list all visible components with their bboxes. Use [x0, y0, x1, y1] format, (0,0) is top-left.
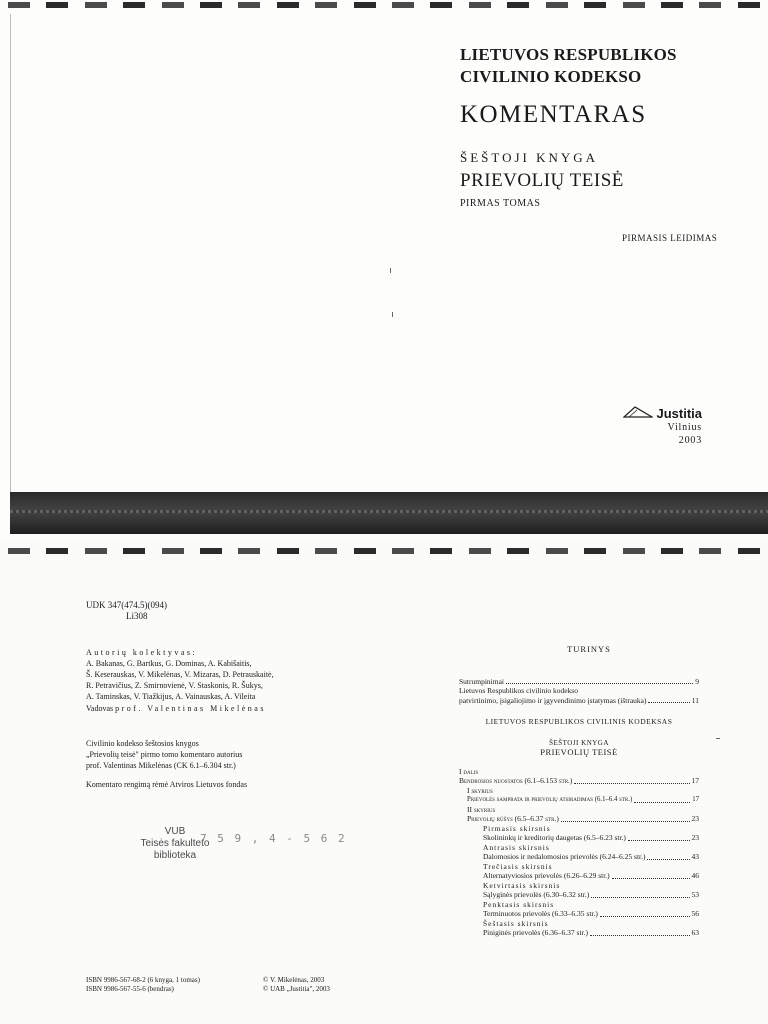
toc-entry: Bendrosios nuostatos (6.1–6.153 str.) 17: [459, 776, 699, 785]
toc-entry: Skolininkų ir kreditorių daugetas (6.5–6.23 str.) 23: [483, 833, 699, 842]
institution-line-2: CIVILINIO KODEKSO: [460, 67, 642, 86]
section-label: Trečiasis skirsnis: [483, 861, 553, 871]
publisher-block: [628, 406, 702, 447]
toc-entry: Piniginės prievolės (6.36–6.37 str.) 63: [483, 928, 699, 937]
main-title: KOMENTARAS: [460, 101, 647, 128]
note-line: prof. Valentinas Mikelėnas (CK 6.1–6.304 str.): [86, 761, 236, 770]
copyright-line: © UAB „Justitia", 2003: [263, 985, 330, 993]
toc-entry: Sutrumpinimai 9: [459, 676, 699, 686]
table-of-contents: [459, 645, 699, 938]
toc-entry: Prievolių rūšys (6.5–6.37 str.) 23: [467, 814, 699, 823]
scan-shadow-band: [10, 492, 768, 534]
stamp-line: VUB: [164, 826, 186, 837]
toc-entry: patvirtinimo, įsigaliojimo ir įgyvendinimo įstatymas (ištrauka) 11: [459, 695, 699, 705]
isbn-line: ISBN 9986-567-55-6 (bendras): [86, 985, 174, 993]
section-label: Penktasis skirsnis: [483, 899, 555, 909]
perforation-bottom: [8, 548, 760, 556]
authors-line: A. Bakanas, G. Bartkus, G. Dominas, A. Kabišaitis,: [86, 659, 252, 668]
institution-line-1: LIETUVOS RESPUBLIKOS: [460, 45, 677, 64]
section-label: Pirmasis skirsnis: [483, 823, 551, 833]
publisher-label: Justitia: [656, 406, 702, 421]
toc-heading: TURINYS: [567, 644, 611, 654]
publisher-name: [628, 406, 702, 421]
code-name: [460, 44, 677, 88]
toc-entry: Prievolės samprata ir prievolių atsiradimas (6.1–6.4 str.) 17: [467, 796, 699, 803]
udk-code: [86, 600, 167, 622]
chapter-label: II skyrius: [467, 804, 496, 814]
lead-author: [86, 704, 266, 713]
sponsor-note: Komentaro rengimą rėmė Atviros Lietuvos fondas: [86, 780, 248, 789]
toc-entry: Lietuvos Respublikos civilinio kodekso: [459, 686, 578, 695]
copyright-block: [263, 976, 330, 994]
note-line: „Prievolių teisė" pirmo tomo komentaro autorius: [86, 750, 243, 759]
toc-entry: Alternatyviosios prievolės (6.26–6.29 str.) 46: [483, 871, 699, 880]
authors-label: Autorių kolektyvas:: [86, 648, 198, 657]
perforation-top: [8, 2, 760, 10]
chapter-label: I skyrius: [467, 785, 493, 795]
section-label: Šeštasis skirsnis: [483, 918, 549, 928]
book-kicker: ŠEŠTOJI KNYGA: [460, 150, 599, 165]
stamp-line: biblioteka: [153, 850, 197, 861]
isbn-block: [86, 976, 200, 994]
margin-mark: [390, 268, 391, 273]
commentary-author-note: [86, 738, 242, 771]
isbn-line: ISBN 9986-567-68-2 (6 knyga, 1 tomas): [86, 976, 200, 984]
stamp-line: Teisės fakulteto: [140, 838, 210, 849]
authors-block: [86, 647, 274, 702]
publisher-city: Vilnius: [667, 422, 702, 433]
page-edge-line: [10, 14, 11, 492]
toc-entry: Sąlyginės prievolės (6.30–6.32 str.) 53: [483, 890, 699, 899]
authors-line: A. Taminskas, V. Tiažkijus, A. Vainauskas, A. Vileita: [86, 692, 256, 701]
margin-mark: [392, 312, 393, 317]
section-label: Antrasis skirsnis: [483, 842, 550, 852]
code-title: LIETUVOS RESPUBLIKOS CIVILINIS KODEKSAS: [485, 717, 673, 726]
part-label: I dalis: [459, 766, 479, 776]
justitia-triangle-icon: [623, 406, 653, 421]
section-label: Ketvirtasis skirsnis: [483, 880, 561, 890]
lead-name: prof. Valentinas Mikelėnas: [115, 704, 266, 713]
toc-entry: Terminuotos prievolės (6.33–6.35 str.) 56: [483, 909, 699, 918]
book-kicker-small: ŠEŠTOJI KNYGA: [549, 738, 609, 747]
toc-entry: Dalomosios ir nedalomosios prievolės (6.24–6.25 str.) 43: [483, 852, 699, 861]
lead-label: Vadovas: [86, 704, 114, 713]
publication-year: 2003: [678, 435, 702, 446]
udk-sub-line: Li308: [126, 611, 148, 621]
margin-mark: [716, 738, 720, 739]
volume-label: PIRMAS TOMAS: [460, 198, 541, 209]
book-title: PRIEVOLIŲ TEISĖ: [460, 170, 624, 191]
handwritten-inventory-number: 7 5 9 , 4 - 5 6 2: [200, 832, 347, 845]
authors-line: R. Petravičius, Z. Smirnovienė, V. Staskonis, R. Šukys,: [86, 681, 263, 690]
edition-label: PIRMASIS LEIDIMAS: [622, 233, 718, 243]
udk-line: UDK 347(474.5)(094): [86, 600, 167, 610]
note-line: Civilinio kodekso šeštosios knygos: [86, 739, 199, 748]
copyright-line: © V. Mikelėnas, 2003: [263, 976, 325, 984]
book-title-small: PRIEVOLIŲ TEISĖ: [540, 747, 618, 757]
authors-line: Š. Keserauskas, V. Mikelėnas, V. Mizaras, D. Petrauskaitė,: [86, 670, 274, 679]
